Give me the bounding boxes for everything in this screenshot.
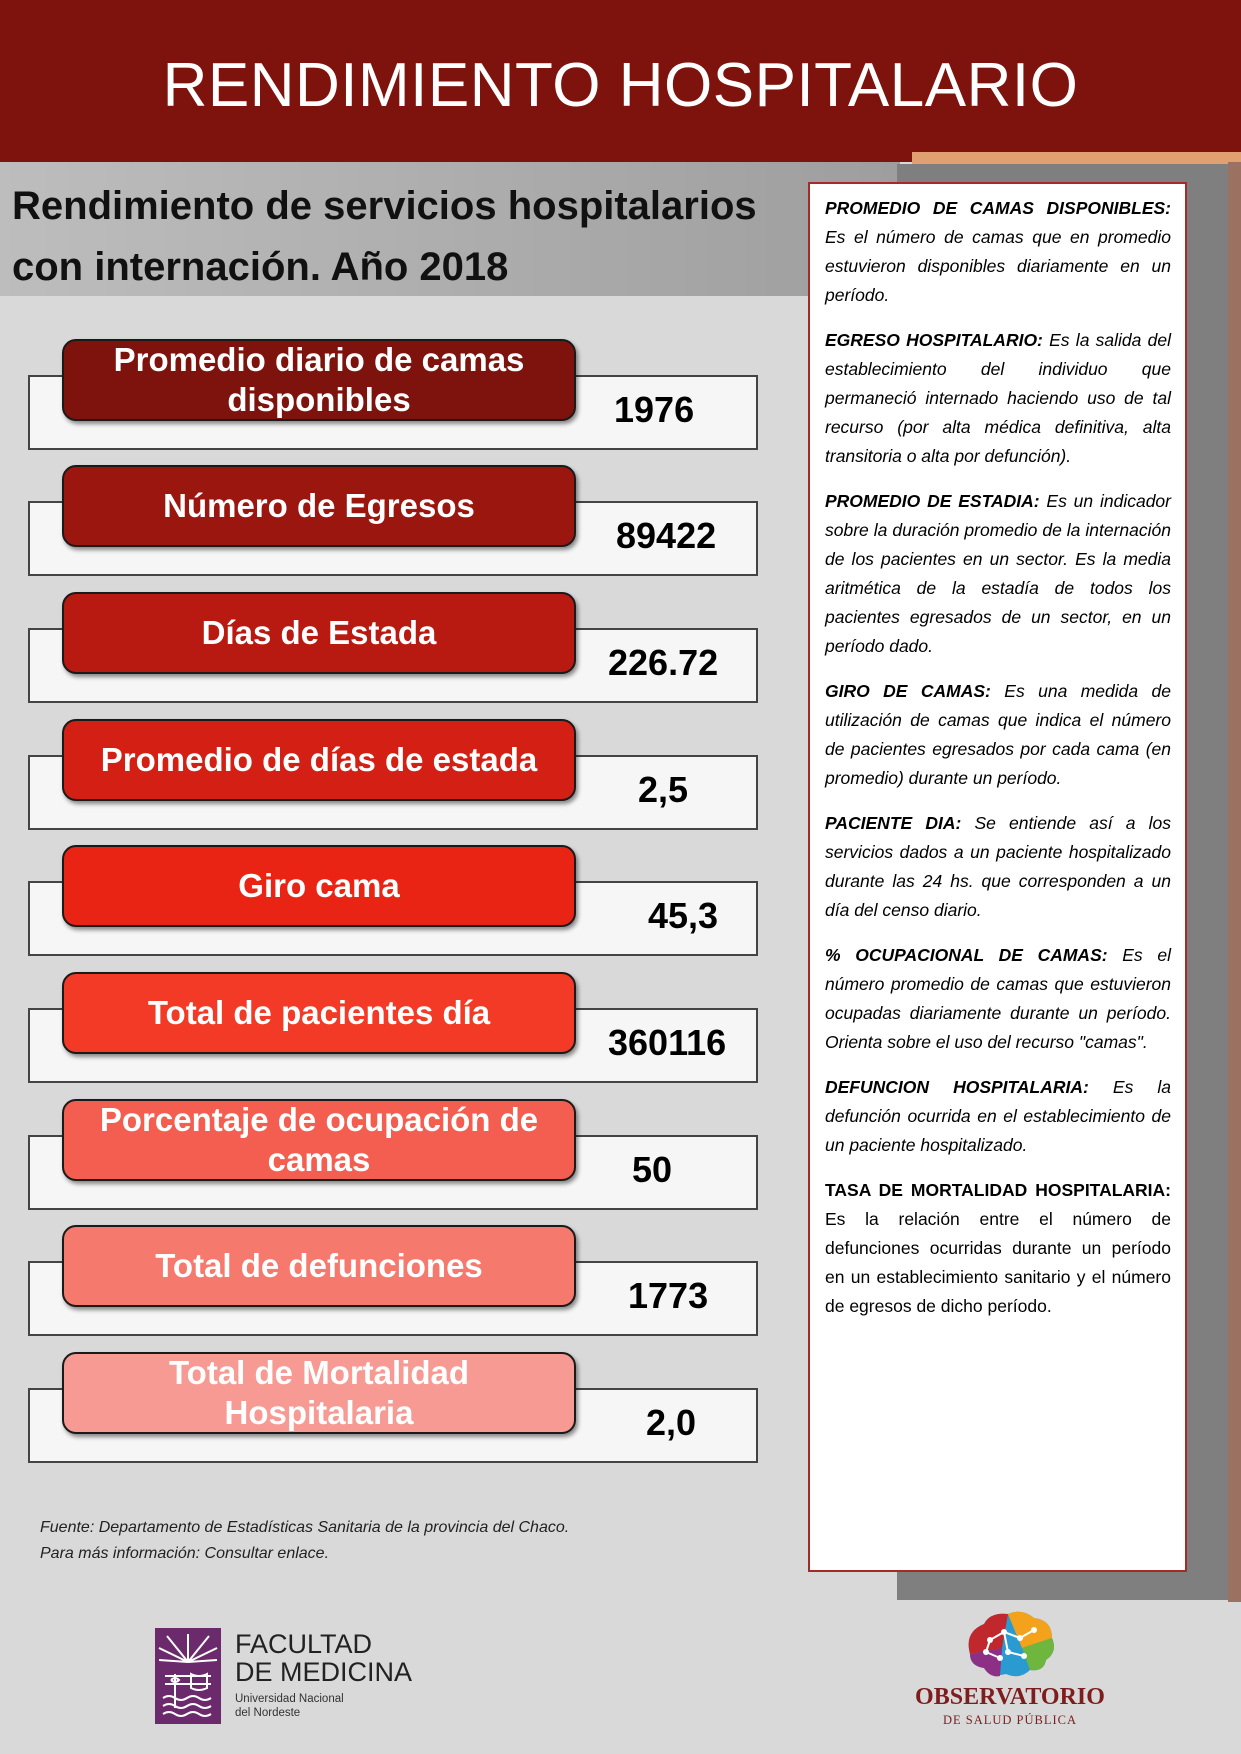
definition-camas-disponibles: PROMEDIO DE CAMAS DISPONIBLES: Es el número de camas que en promedio estuvieron disponibles diariamente en un período. xyxy=(825,198,1171,305)
definition-tasa-mortalidad: TASA DE MORTALIDAD HOSPITALARIA: Es la relación entre el número de defunciones ocurridas durante un período en un establecimiento sanitario y el número de egresos de dicho período. xyxy=(825,1180,1171,1316)
indicator-row xyxy=(28,741,758,830)
indicator-label: Días de Estada xyxy=(62,592,576,674)
more-info-link[interactable]: Para más información: Consultar enlace. xyxy=(40,1545,330,1562)
indicator-row xyxy=(28,1247,758,1336)
indicator-label: Porcentaje de ocupación de camas xyxy=(62,1099,576,1181)
indicator-value: 1773 xyxy=(628,1275,709,1316)
subtitle xyxy=(12,176,812,298)
indicator-label: Promedio diario de camas disponibles xyxy=(62,339,576,421)
indicator-value: 226.72 xyxy=(608,642,719,683)
indicator-label: Promedio de días de estada xyxy=(62,719,576,801)
indicator-value: 89422 xyxy=(616,515,717,556)
indicator-row xyxy=(28,1101,758,1210)
observatorio-subtitle: DE SALUD PÚBLICA xyxy=(942,1713,1078,1727)
indicator-row xyxy=(28,994,758,1083)
definition-giro-camas: GIRO DE CAMAS: Es una medida de utilización de camas que indica el número de pacientes egresados por cada cama (en promedio) durante un período. xyxy=(825,681,1171,788)
footnote xyxy=(40,1515,569,1567)
indicator-label: Giro cama xyxy=(62,845,576,927)
accent-edge xyxy=(1228,162,1241,1602)
observatorio-title: OBSERVATORIO xyxy=(915,1684,1105,1710)
indicator-row xyxy=(28,1354,758,1463)
indicator-value: 50 xyxy=(632,1149,673,1190)
subtitle-line1: Rendimiento de servicios hospitalarios xyxy=(12,184,757,228)
source-note: Fuente: Departamento de Estadísticas Sanitaria de la provincia del Chaco. xyxy=(40,1519,570,1536)
definition-egreso: EGRESO HOSPITALARIO: Es la salida del establecimiento del individuo que permaneció internado haciendo uso de tal recurso (por alta médica definitiva, alta transitoria o alta por defunción). xyxy=(825,330,1171,466)
facultad-university: Universidad Nacional del Nordeste xyxy=(235,1693,344,1719)
indicator-value: 360116 xyxy=(608,1022,727,1063)
indicator-row xyxy=(28,614,758,703)
indicator-row xyxy=(28,487,758,576)
accent-stripe xyxy=(912,152,1241,164)
indicator-label: Total de defunciones xyxy=(62,1225,576,1307)
definitions-panel xyxy=(808,182,1187,1572)
indicator-row xyxy=(28,341,758,450)
facultad-name: FACULTAD DE MEDICINA xyxy=(235,1629,413,1687)
facultad-medicina-logo xyxy=(155,1628,435,1724)
indicator-row xyxy=(28,867,758,956)
indicator-label: Número de Egresos xyxy=(62,465,576,547)
definition-promedio-estadia: PROMEDIO DE ESTADIA: Es un indicador sobre la duración promedio de la internación de los pacientes en un sector. Es la media aritmética de la estadía de todos los pacientes egresados de un sector, en un período dado. xyxy=(825,491,1171,656)
subtitle-line2: con internación. Año 2018 xyxy=(12,245,509,289)
definition-ocupacional: % OCUPACIONAL DE CAMAS: Es el número promedio de camas que estuvieron ocupadas diariamente durante un período. Orienta sobre el uso del recurso "camas". xyxy=(825,945,1171,1052)
indicator-value: 45,3 xyxy=(648,895,719,936)
definition-paciente-dia: PACIENTE DIA: Se entiende así a los servicios dados a un paciente hospitalizado durante las 24 hs. que corresponden a un día del censo diario. xyxy=(825,813,1171,920)
indicator-label: Total de Mortalidad Hospitalaria xyxy=(62,1352,576,1434)
facultad-emblem-icon xyxy=(155,1628,221,1724)
brain-icon xyxy=(960,1610,1060,1682)
indicator-value: 1976 xyxy=(614,389,695,430)
definition-defuncion: DEFUNCION HOSPITALARIA: Es la defunción ocurrida en el establecimiento de un paciente hospitalizado. xyxy=(825,1077,1171,1155)
observatorio-logo xyxy=(910,1610,1110,1730)
indicator-label: Total de pacientes día xyxy=(62,972,576,1054)
page-title: RENDIMIENTO HOSPITALARIO xyxy=(162,51,1079,120)
header-banner xyxy=(0,0,1241,162)
indicator-value: 2,5 xyxy=(638,769,689,810)
indicator-value: 2,0 xyxy=(646,1402,697,1443)
